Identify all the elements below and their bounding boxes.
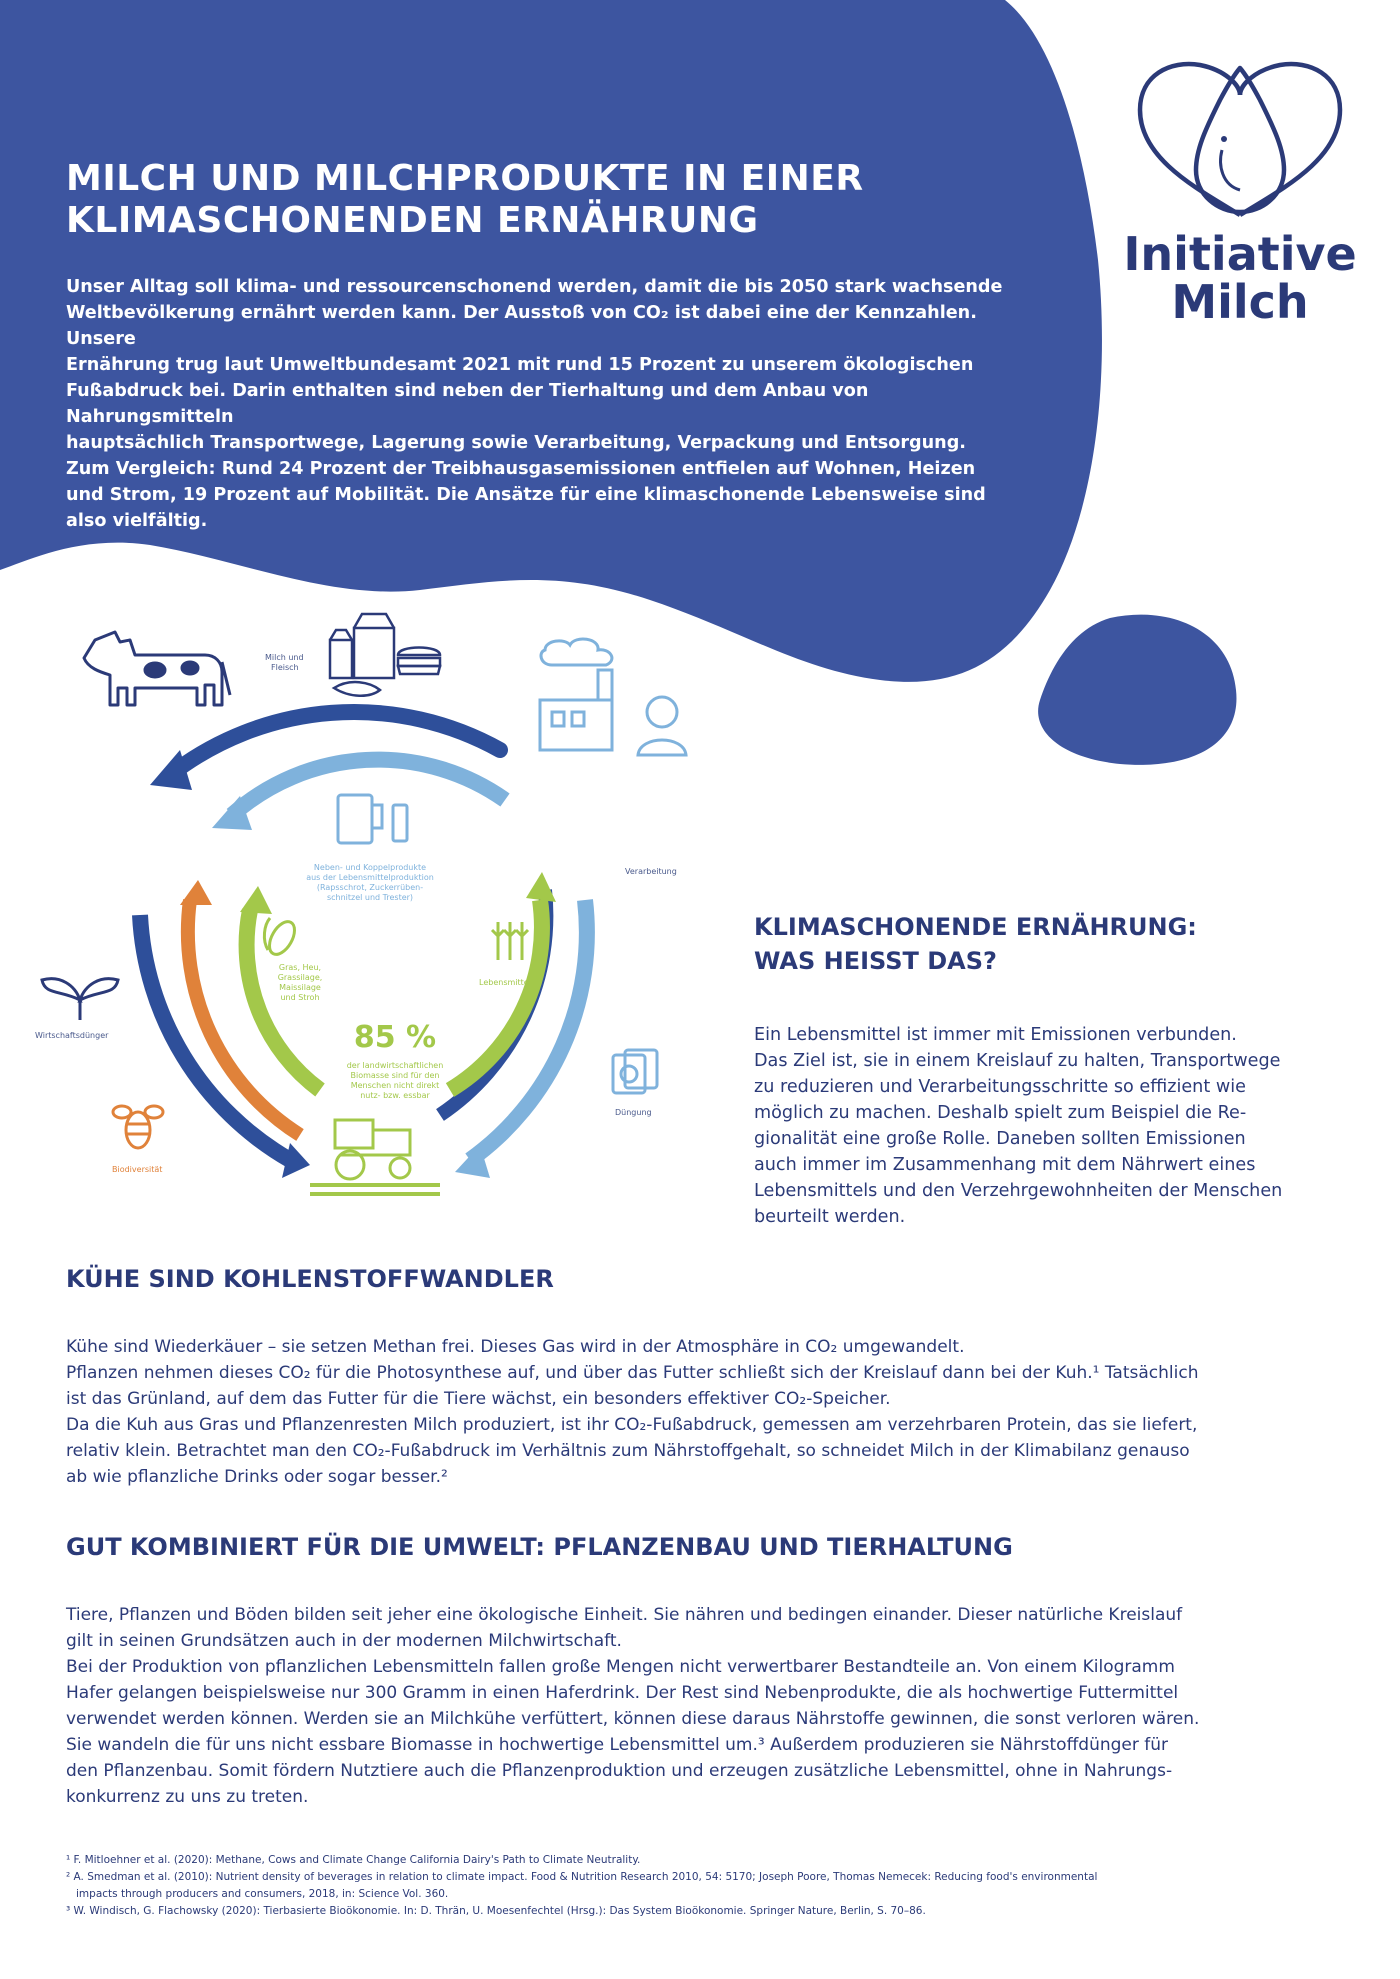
- text-line: auch immer im Zusammenhang mit dem Nährwert eines: [754, 1155, 1256, 1175]
- text-line: ab wie pflanzliche Drinks oder sogar besser.²: [66, 1467, 448, 1487]
- text-line: Hafer gelangen beispielsweise nur 300 Gramm in einen Haferdrink. Der Rest sind Nebenprodukte, die als hochwertige Futtermittel: [66, 1683, 1179, 1703]
- label-biodiversitaet: Biodiversität: [112, 1165, 163, 1174]
- label-percent-1: der landwirtschaftlichen: [346, 1061, 444, 1070]
- footnote: impacts through producers and consumers, 2018, in: Science Vol. 360.: [66, 1888, 449, 1900]
- factory-icon: [540, 639, 612, 750]
- text-line: Tiere, Pflanzen und Böden bilden seit jeher eine ökologische Einheit. Sie nähren und bedingen einander. Dieser natürliche Kreislauf: [66, 1605, 1183, 1625]
- worker-icon: [638, 697, 686, 755]
- label-lebensmittel: Lebensmittel: [479, 978, 531, 987]
- arrow-head: [240, 886, 272, 914]
- text-line: konkurrenz zu uns zu treten.: [66, 1787, 309, 1807]
- logo: [1120, 227, 1360, 329]
- fertilizer-icon: [613, 1050, 657, 1093]
- label-gras-3: Maissilage: [279, 983, 321, 992]
- label-nebenprodukte-3: (Rapsschrot, Zuckerrüben-: [316, 883, 424, 892]
- section-heading-kuehe: KÜHE SIND KOHLENSTOFFWANDLER: [66, 1265, 554, 1293]
- wheat-icon: [492, 922, 528, 960]
- arc-green-right: [450, 900, 542, 1090]
- label-nebenprodukte-2: aus der Lebensmittelproduktion: [306, 873, 434, 882]
- arrow-head: [282, 1143, 310, 1178]
- logo-line-1: Initiative: [1123, 227, 1357, 281]
- label-duengung: Düngung: [615, 1108, 652, 1117]
- section-heading-klima: [754, 910, 1354, 978]
- label-gras-2: Grassilage,: [277, 973, 323, 982]
- text-line: zu reduzieren und Verarbeitungsschritte so effizient wie: [754, 1077, 1246, 1097]
- intro-line: Ernährung trug laut Umweltbundesamt 2021 mit rund 15 Prozent zu unserem ökologischen: [66, 355, 974, 375]
- label-gras-4: und Stroh: [280, 993, 320, 1002]
- text-line: relativ klein. Betrachtet man den CO₂-Fußabdruck im Verhältnis zum Nährstoffgehalt, so schneidet Milch in der Klimabilanz genauso: [66, 1441, 1190, 1461]
- arc-lightblue-top: [232, 760, 505, 815]
- tractor-icon: [310, 1120, 440, 1194]
- label-nebenprodukte-1: Neben- und Koppelprodukte: [313, 863, 427, 872]
- intro-line: Unser Alltag soll klima- und ressourcenschonend werden, damit die bis 2050 stark wachsende: [66, 277, 1003, 297]
- text-line: Da die Kuh aus Gras und Pflanzenresten Milch produziert, ist ihr CO₂-Fußabdruck, gemessen am verzehrbaren Protein, das sie liefert,: [66, 1415, 1198, 1435]
- intro-line: Zum Vergleich: Rund 24 Prozent der Treibhausgasemissionen entfielen auf Wohnen, Heizen: [66, 459, 976, 479]
- intro-line: hauptsächlich Transportwege, Lagerung sowie Verarbeitung, Verpackung und Entsorgung.: [66, 433, 966, 453]
- corn-icon: [264, 917, 299, 958]
- section-heading-kombi: GUT KOMBINIERT FÜR DIE UMWELT: PFLANZENBAU UND TIERHALTUNG: [66, 1533, 1013, 1561]
- label-milch-fleisch-1: Milch und: [265, 653, 304, 662]
- intro-line: Fußabdruck bei. Darin enthalten sind neben der Tierhaltung und dem Anbau von Nahrungsmitteln: [66, 381, 869, 427]
- text-line: Lebensmittels und den Verzehrgewohnheiten der Menschen: [754, 1181, 1283, 1201]
- bee-icon: [113, 1106, 163, 1148]
- footnotes: [66, 1852, 1336, 1920]
- text-line: Bei der Produktion von pflanzlichen Lebensmitteln fallen große Mengen nicht verwertbarer Bestandteile an. Von einem Kilogramm: [66, 1657, 1175, 1677]
- text-line: möglich zu machen. Deshalb spielt zum Beispiel die Re-: [754, 1103, 1247, 1123]
- small-blob: [1038, 615, 1236, 765]
- text-line: beurteilt werden.: [754, 1207, 906, 1227]
- intro-line: und Strom, 19 Prozent auf Mobilität. Die Ansätze für eine klimaschonende Lebensweise sind: [66, 485, 986, 505]
- label-percent-4: nutz- bzw. essbar: [360, 1091, 430, 1100]
- section-text-klima: [754, 1022, 1354, 1230]
- heading-line-1: KLIMASCHONENDE ERNÄHRUNG:: [754, 913, 1197, 941]
- text-line: Kühe sind Wiederkäuer – sie setzen Methan frei. Dieses Gas wird in der Atmosphäre in CO₂ umgewandelt.: [66, 1337, 965, 1357]
- text-line: Pflanzen nehmen dieses CO₂ für die Photosynthese auf, und über das Futter schließt sich der Kreislauf dann bei der Kuh.¹ Tatsächlich: [66, 1363, 1199, 1383]
- intro-line: Weltbevölkerung ernährt werden kann. Der Ausstoß von CO₂ ist dabei eine der Kennzahlen. Unsere: [66, 303, 977, 349]
- milk-drop-heart-icon: [1140, 64, 1340, 215]
- heading-line-2: WAS HEISST DAS?: [754, 947, 997, 975]
- text-line: verwendet werden können. Werden sie an Milchkühe verfüttert, können diese daraus Nährstoffe gewinnen, die sonst verloren wären.: [66, 1709, 1200, 1729]
- percent-85: 85 %: [353, 1020, 437, 1055]
- title-line-1: MILCH UND MILCHPRODUKTE IN EINER: [66, 158, 864, 199]
- section-text-kombi: [66, 1602, 1356, 1810]
- cycle-diagram: [0, 600, 720, 1220]
- logo-line-2: Milch: [1171, 275, 1309, 329]
- cow-icon: [84, 632, 230, 705]
- label-percent-2: Biomasse sind für den: [350, 1071, 440, 1080]
- footnote: ³ W. Windisch, G. Flachowsky (2020): Tierbasierte Bioökonomie. In: D. Thrän, U. Moesenfechtel (Hrsg.): Das System Bioökonomie. Springer Nature, Berlin, S. 70–86.: [66, 1905, 926, 1917]
- page-title: [66, 158, 864, 242]
- label-gras-1: Gras, Heu,: [278, 963, 322, 972]
- text-line: Sie wandeln die für uns nicht essbare Biomasse in hochwertige Lebensmittel um.³ Außerdem produzieren sie Nährstoffdünger für: [66, 1735, 1169, 1755]
- text-line: gilt in seinen Grundsätzen auch in der modernen Milchwirtschaft.: [66, 1631, 622, 1651]
- section-text-kuehe: [66, 1334, 1356, 1490]
- text-line: Das Ziel ist, sie in einem Kreislauf zu halten, Transportwege: [754, 1051, 1281, 1071]
- footnote: ¹ F. Mitloehner et al. (2020): Methane, Cows and Climate Change California Dairy's Path to Climate Neutrality.: [66, 1854, 641, 1866]
- food-products-icon: [330, 614, 440, 696]
- title-line-2: KLIMASCHONENDEN ERNÄHRUNG: [66, 200, 759, 241]
- label-nebenprodukte-4: schnitzel und Trester): [326, 893, 414, 902]
- text-line: Ein Lebensmittel ist immer mit Emissionen verbunden.: [754, 1025, 1237, 1045]
- by-products-icon: [338, 795, 407, 843]
- arrow-head: [526, 872, 556, 902]
- text-line: ist das Grünland, auf dem das Futter für die Tiere wächst, ein besonders effektiver CO₂-Speicher.: [66, 1389, 891, 1409]
- text-line: den Pflanzenbau. Somit fördern Nutztiere auch die Pflanzenproduktion und erzeugen zusätzliche Lebensmittel, ohne in Nahrungs-: [66, 1761, 1173, 1781]
- arc-lightblue-right: [470, 900, 587, 1160]
- intro-line: also vielfältig.: [66, 511, 208, 531]
- label-percent-3: Menschen nicht direkt: [350, 1081, 440, 1090]
- label-verarbeitung: Verarbeitung: [625, 867, 677, 876]
- label-wirtschaftsduenger: Wirtschaftsdünger: [35, 1031, 109, 1040]
- arrow-head: [180, 880, 212, 905]
- text-line: gionalität eine große Rolle. Daneben sollten Emissionen: [754, 1129, 1246, 1149]
- label-milch-fleisch-2: Fleisch: [271, 663, 299, 672]
- intro-text: [66, 274, 1006, 534]
- seedling-icon: [42, 979, 118, 1020]
- footnote: ² A. Smedman et al. (2010): Nutrient density of beverages in relation to climate impact. Food & Nutrition Research 2010, 54: 5170; Joseph Poore, Thomas Nemecek: Reducing food's environmental: [66, 1871, 1098, 1883]
